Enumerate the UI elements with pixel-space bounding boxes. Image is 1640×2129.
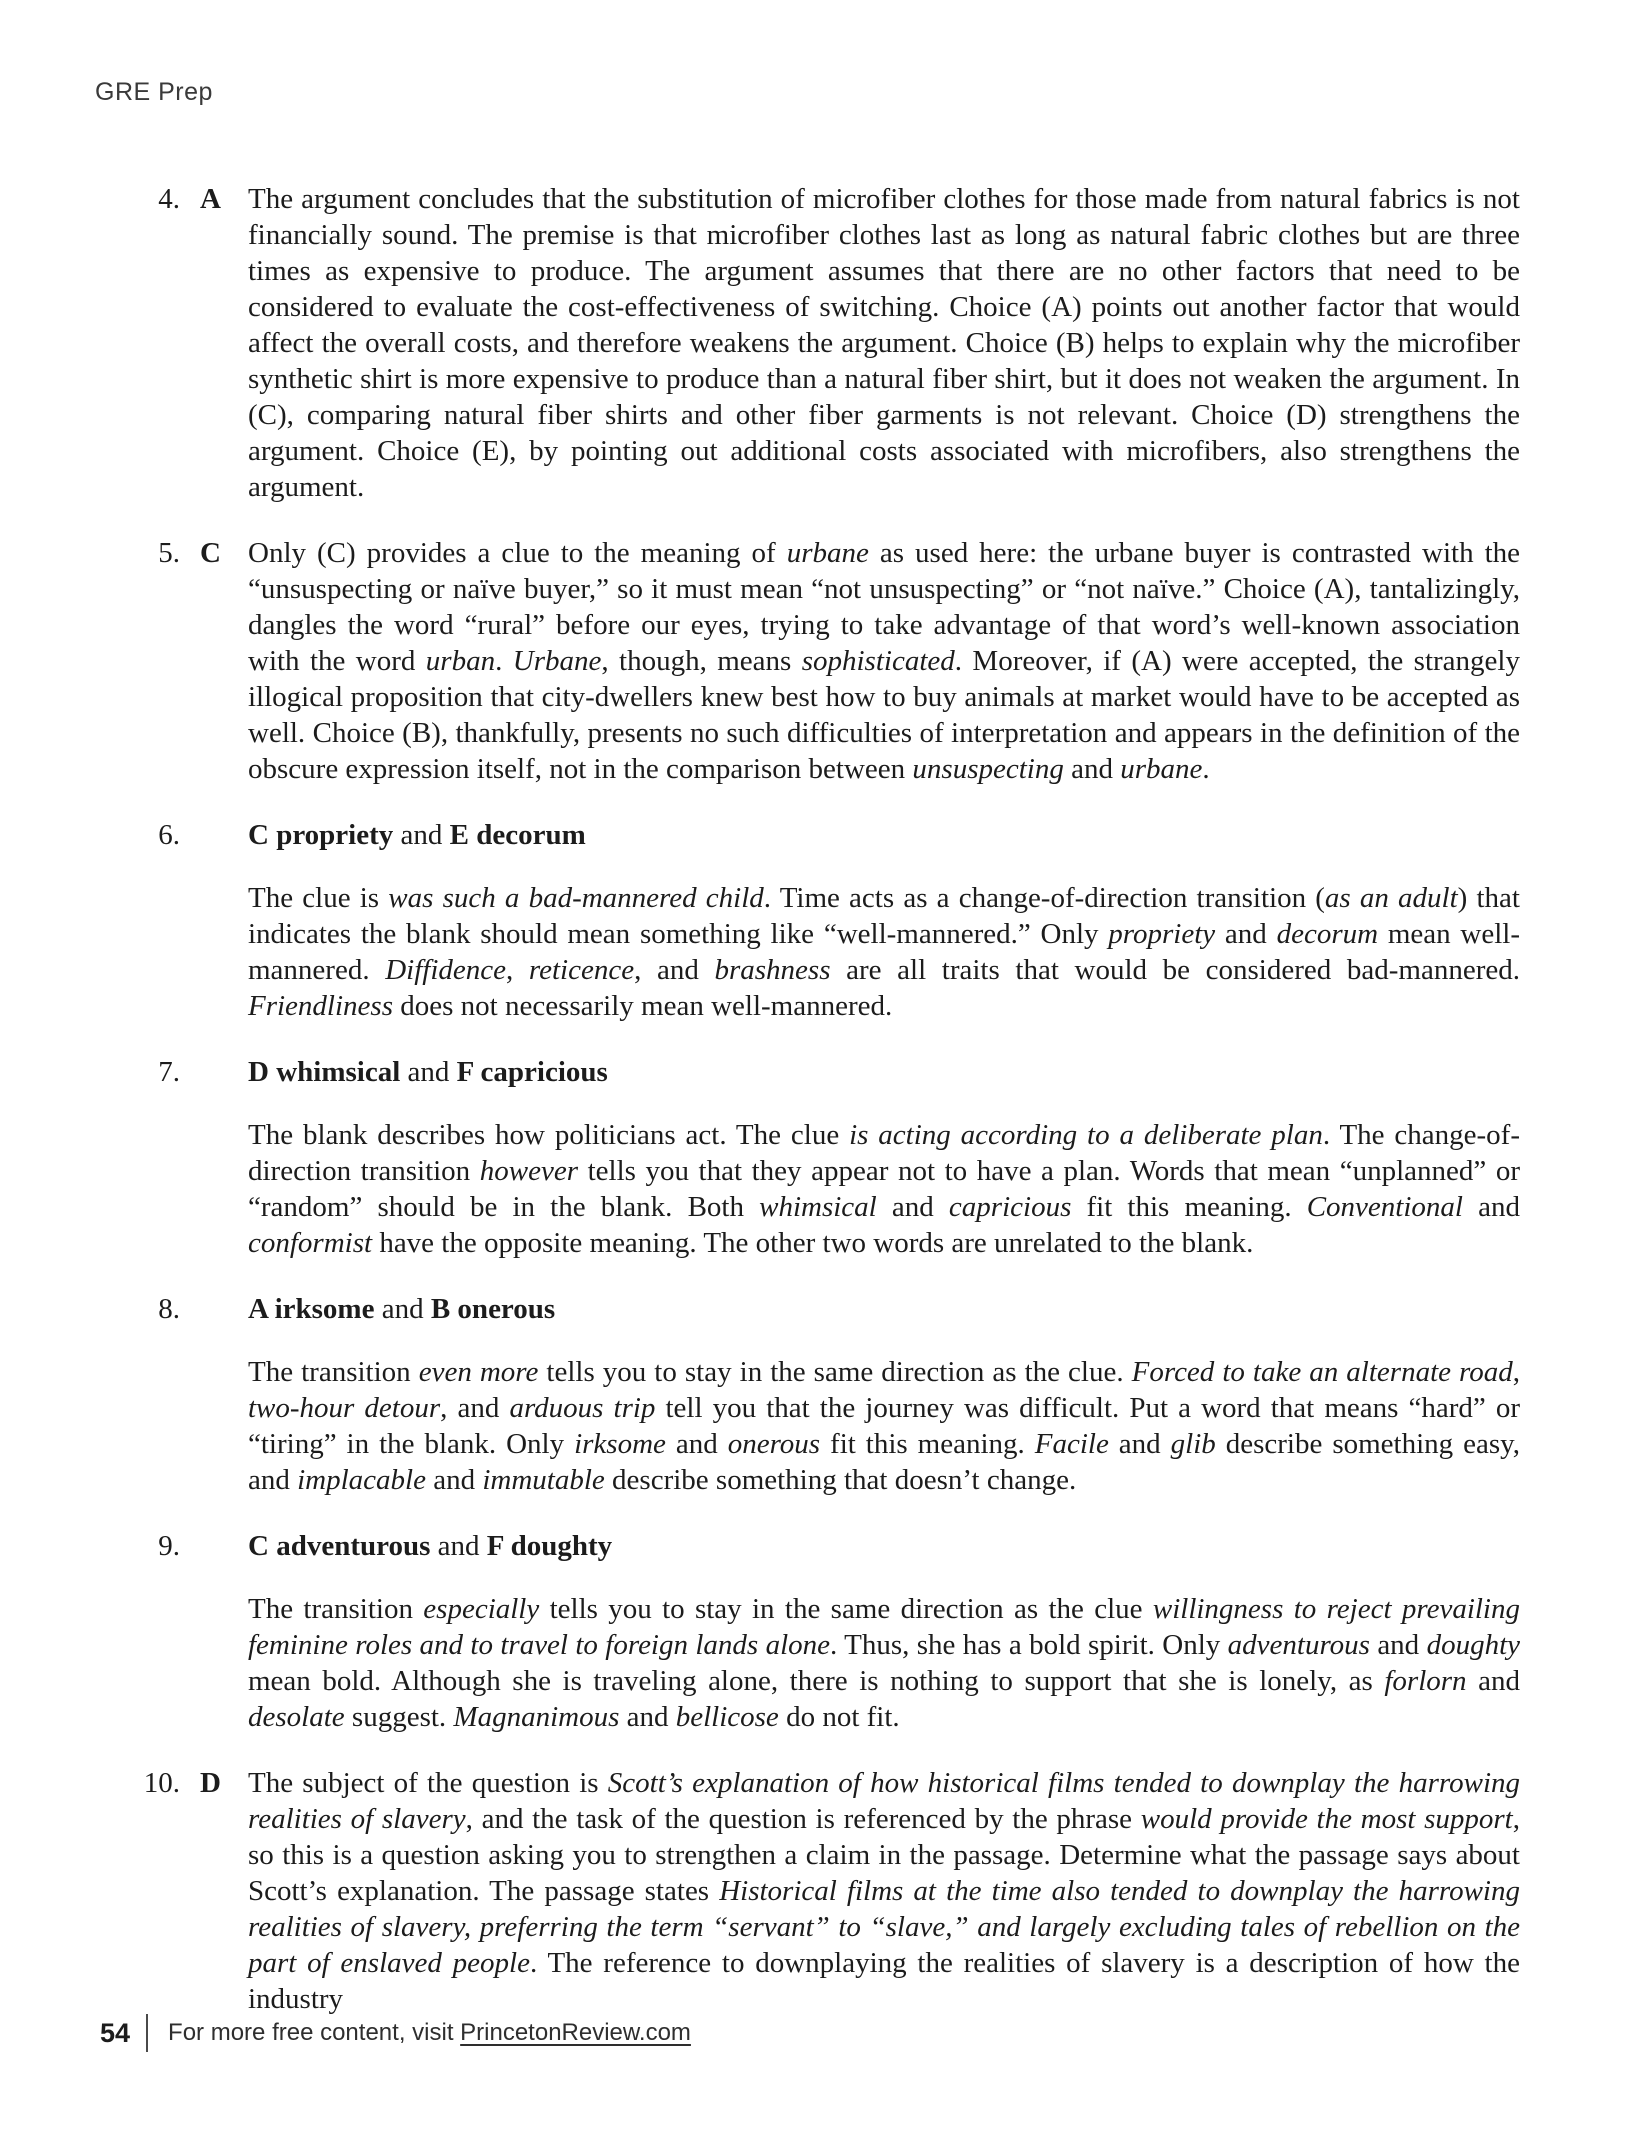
text-run: The argument concludes that the substitution of microfiber clothes for those made from natural fabrics is not financially sound. The premise is that microfiber clothes last as long as natural fabric clothes but are three times as expensive to produce. The argument assumes that there are no other factors that need to be considered to evaluate the cost-effectiveness of switching. Choice (A) points out another factor that would affect the overall costs, and therefore weakens the argument. Choice (B) helps to explain why the microfiber synthetic shirt is more expensive to produce than a natural fiber shirt, but it does not weaken the argument. In (C), comparing natural fiber shirts and other fiber garments is not relevant. Choice (D) strengthens the argument. Choice (E), by pointing out additional costs associated with microfibers, also strengthens the argument. [248, 183, 1520, 503]
text-run: are all traits that would be considered bad-mannered. [830, 954, 1521, 986]
text-run: sophisticated [801, 645, 955, 677]
answer-item [0, 1291, 1520, 1498]
text-run: , though, means [601, 645, 802, 677]
text-run: immutable [482, 1464, 605, 1496]
explanation-paragraph [248, 880, 1520, 1024]
text-run: would provide the most support [1140, 1803, 1513, 1835]
text-run: willingness to reject prevailing feminine roles and to travel to foreign lands alone [248, 1593, 1520, 1661]
text-run: A irksome [248, 1293, 375, 1325]
text-run: even more [418, 1356, 539, 1388]
question-number: 5. [158, 537, 180, 569]
text-run: tells you to stay in the same direction as the clue. [538, 1356, 1132, 1388]
answer-heading [248, 817, 1520, 853]
text-run: forlorn [1384, 1665, 1467, 1697]
text-run: and [1369, 1629, 1427, 1661]
answer-item [0, 535, 1520, 787]
text-run: was such a bad-mannered child [388, 882, 764, 914]
text-run: The blank describes how politicians act. The clue [248, 1119, 850, 1151]
text-run: have the opposite meaning. The other two words are unrelated to the blank. [372, 1227, 1254, 1259]
text-run: , and [440, 1392, 510, 1424]
text-run: doughty [1426, 1629, 1521, 1661]
text-run: and [619, 1701, 676, 1733]
page-number-label: 54 [100, 2017, 131, 2048]
text-run: and [876, 1191, 949, 1223]
text-run: Historical films at the time also tended to downplay the harrowing realities of slavery, preferring the term “servant” to “slave,” and largely excluding tales of rebellion on the part of enslaved people [248, 1875, 1520, 1979]
answer-item [0, 1765, 1520, 2017]
answer-body [248, 181, 1520, 505]
header-title: GRE Prep [95, 78, 213, 106]
answer-heading [248, 1528, 1520, 1564]
text-run: D whimsical [248, 1056, 401, 1088]
text-run: propriety [1108, 918, 1216, 950]
text-run: The transition [248, 1356, 419, 1388]
text-run: whimsical [759, 1191, 877, 1223]
text-run: and [425, 1464, 483, 1496]
text-run: and [393, 819, 450, 851]
text-run: urbane [786, 537, 869, 569]
text-run: fit this meaning. [820, 1428, 1035, 1460]
text-run: . [495, 645, 513, 677]
text-run: and [1063, 753, 1121, 785]
text-run: The transition [248, 1593, 424, 1625]
text-run: The clue is [248, 882, 389, 914]
question-number: 6. [158, 819, 180, 851]
text-run: and [1215, 918, 1277, 950]
answer-item [0, 1528, 1520, 1735]
text-run: reticence [528, 954, 635, 986]
text-run: Forced to take an alternate road [1131, 1356, 1513, 1388]
text-run: capricious [948, 1191, 1072, 1223]
text-run: unsuspecting [912, 753, 1064, 785]
text-run: desolate [248, 1701, 345, 1733]
answer-heading [248, 1054, 1520, 1090]
text-run: C propriety [248, 819, 394, 851]
text-run: Scott’s explanation of how historical films tended to downplay the harrowing realities of slavery [248, 1767, 1521, 1835]
explanation-paragraph [248, 1591, 1520, 1735]
text-run: however [479, 1155, 579, 1187]
question-number: 8. [158, 1293, 180, 1325]
answer-body [248, 1291, 1520, 1498]
text-run: tells you that they appear not to have a plan. Words that mean “unplanned” or “random” should be in the blank. Both [248, 1155, 1520, 1223]
text-run: ) that indicates the blank should mean something like “well-mannered.” Only [248, 882, 1520, 950]
text-run: arduous trip [509, 1392, 656, 1424]
footer-divider [146, 2014, 148, 2052]
text-run: F doughty [486, 1530, 613, 1562]
text-run: Conventional [1306, 1191, 1463, 1223]
text-run: , [506, 954, 529, 986]
page-header [95, 78, 213, 107]
explanation-paragraph [248, 181, 1520, 505]
text-run: . Time acts as a change-of-direction transition ( [763, 882, 1325, 914]
question-number: 9. [158, 1530, 180, 1562]
text-run: Only (C) provides a clue to the meaning of [248, 537, 787, 569]
answer-body [248, 1765, 1520, 2017]
text-run: especially [423, 1593, 540, 1625]
text-run: and [1462, 1191, 1521, 1223]
answer-letter: C [200, 537, 221, 569]
text-run: brashness [714, 954, 831, 986]
text-run: as used here: the urbane buyer is contrasted with the “unsuspecting or naïve buyer,” so it must mean “not unsuspecting” or “not naïve.” Choice (A), tantalizingly, dangles the word “rural” before our eyes, trying to take advantage of that word’s well-known association with the word [248, 537, 1520, 677]
question-number: 10. [143, 1767, 180, 1799]
footer-note: For more free content, visit [168, 2019, 461, 2046]
text-run: does not necessarily mean well-mannered. [393, 990, 893, 1022]
answer-body [248, 1054, 1520, 1261]
text-run: tell you that the journey was difficult. Put a word that means “hard” or “tiring” in the blank. Only [248, 1392, 1520, 1460]
text-run: Facile [1034, 1428, 1109, 1460]
answer-letter: D [200, 1767, 221, 1799]
text-run: is acting according to a deliberate plan [849, 1119, 1323, 1151]
text-run: , so this is a question asking you to strengthen a claim in the passage. Determine what the passage says about Scott’s explanation. The passage states [248, 1803, 1520, 1907]
answer-body [248, 1528, 1520, 1735]
text-run: two-hour detour [248, 1392, 441, 1424]
text-run: and [374, 1293, 431, 1325]
text-run: and [1466, 1665, 1521, 1697]
text-run: decorum [1276, 918, 1379, 950]
text-run: conformist [248, 1227, 373, 1259]
text-run: . [1202, 753, 1210, 785]
text-run: irksome [574, 1428, 666, 1460]
explanation-paragraph [248, 1117, 1520, 1261]
text-run: , and [634, 954, 715, 986]
text-run: , [1512, 1356, 1520, 1388]
text-run: glib [1170, 1428, 1216, 1460]
answer-letter: A [200, 183, 221, 215]
text-run: The subject of the question is [248, 1767, 608, 1799]
text-run: mean bold. Although she is traveling alone, there is nothing to support that she is lonely, as [248, 1665, 1385, 1697]
text-run: B onerous [430, 1293, 556, 1325]
text-run: adventurous [1227, 1629, 1370, 1661]
explanation-paragraph [248, 535, 1520, 787]
explanation-paragraph [248, 1354, 1520, 1498]
text-run: . The change-of-direction transition [248, 1119, 1520, 1187]
text-run: as an adult [1324, 882, 1458, 914]
answer-item [0, 1054, 1520, 1261]
question-number: 4. [158, 183, 180, 215]
explanation-paragraph [248, 1765, 1520, 2017]
text-run: suggest. [344, 1701, 454, 1733]
text-run: describe something that doesn’t change. [604, 1464, 1077, 1496]
text-run: do not fit. [778, 1701, 900, 1733]
answer-body [248, 535, 1520, 787]
footer-link: PrincetonReview.com [460, 2019, 691, 2046]
text-run: F capricious [456, 1056, 608, 1088]
text-run: Magnanimous [453, 1701, 620, 1733]
answer-item [0, 817, 1520, 1024]
text-run: implacable [297, 1464, 426, 1496]
answer-heading [248, 1291, 1520, 1327]
text-run: , and the task of the question is referenced by the phrase [465, 1803, 1141, 1835]
text-run: mean well-mannered. [248, 918, 1521, 986]
answer-item [0, 181, 1520, 505]
text-run: and [400, 1056, 457, 1088]
text-run: C adventurous [248, 1530, 431, 1562]
text-run: E decorum [449, 819, 586, 851]
text-run: Diffidence [385, 954, 507, 986]
answer-body [248, 817, 1520, 1024]
text-run: describe something easy, and [248, 1428, 1521, 1496]
text-run: tells you to stay in the same direction as the clue [539, 1593, 1153, 1625]
text-run: . The reference to downplaying the realities of slavery is a description of how the industry [248, 1947, 1520, 2015]
text-run: urban [425, 645, 496, 677]
text-run: Friendliness [248, 990, 393, 1022]
text-run: and [665, 1428, 728, 1460]
text-run: . Moreover, if (A) were accepted, the strangely illogical proposition that city-dwellers knew best how to buy animals at market would have to be accepted as well. Choice (B), thankfully, presents no such difficulties of interpretation and appears in the definition of the obscure expression itself, not in the comparison between [248, 645, 1520, 785]
text-run: . Thus, she has a bold spirit. Only [830, 1629, 1228, 1661]
text-run: and [1108, 1428, 1171, 1460]
text-run: bellicose [675, 1701, 779, 1733]
text-run: Urbane [512, 645, 602, 677]
text-run: and [430, 1530, 487, 1562]
text-run: fit this meaning. [1071, 1191, 1307, 1223]
text-run: onerous [727, 1428, 821, 1460]
page-footer [100, 2014, 691, 2052]
answers-list [0, 181, 1520, 2047]
text-run: urbane [1120, 753, 1203, 785]
question-number: 7. [158, 1056, 180, 1088]
